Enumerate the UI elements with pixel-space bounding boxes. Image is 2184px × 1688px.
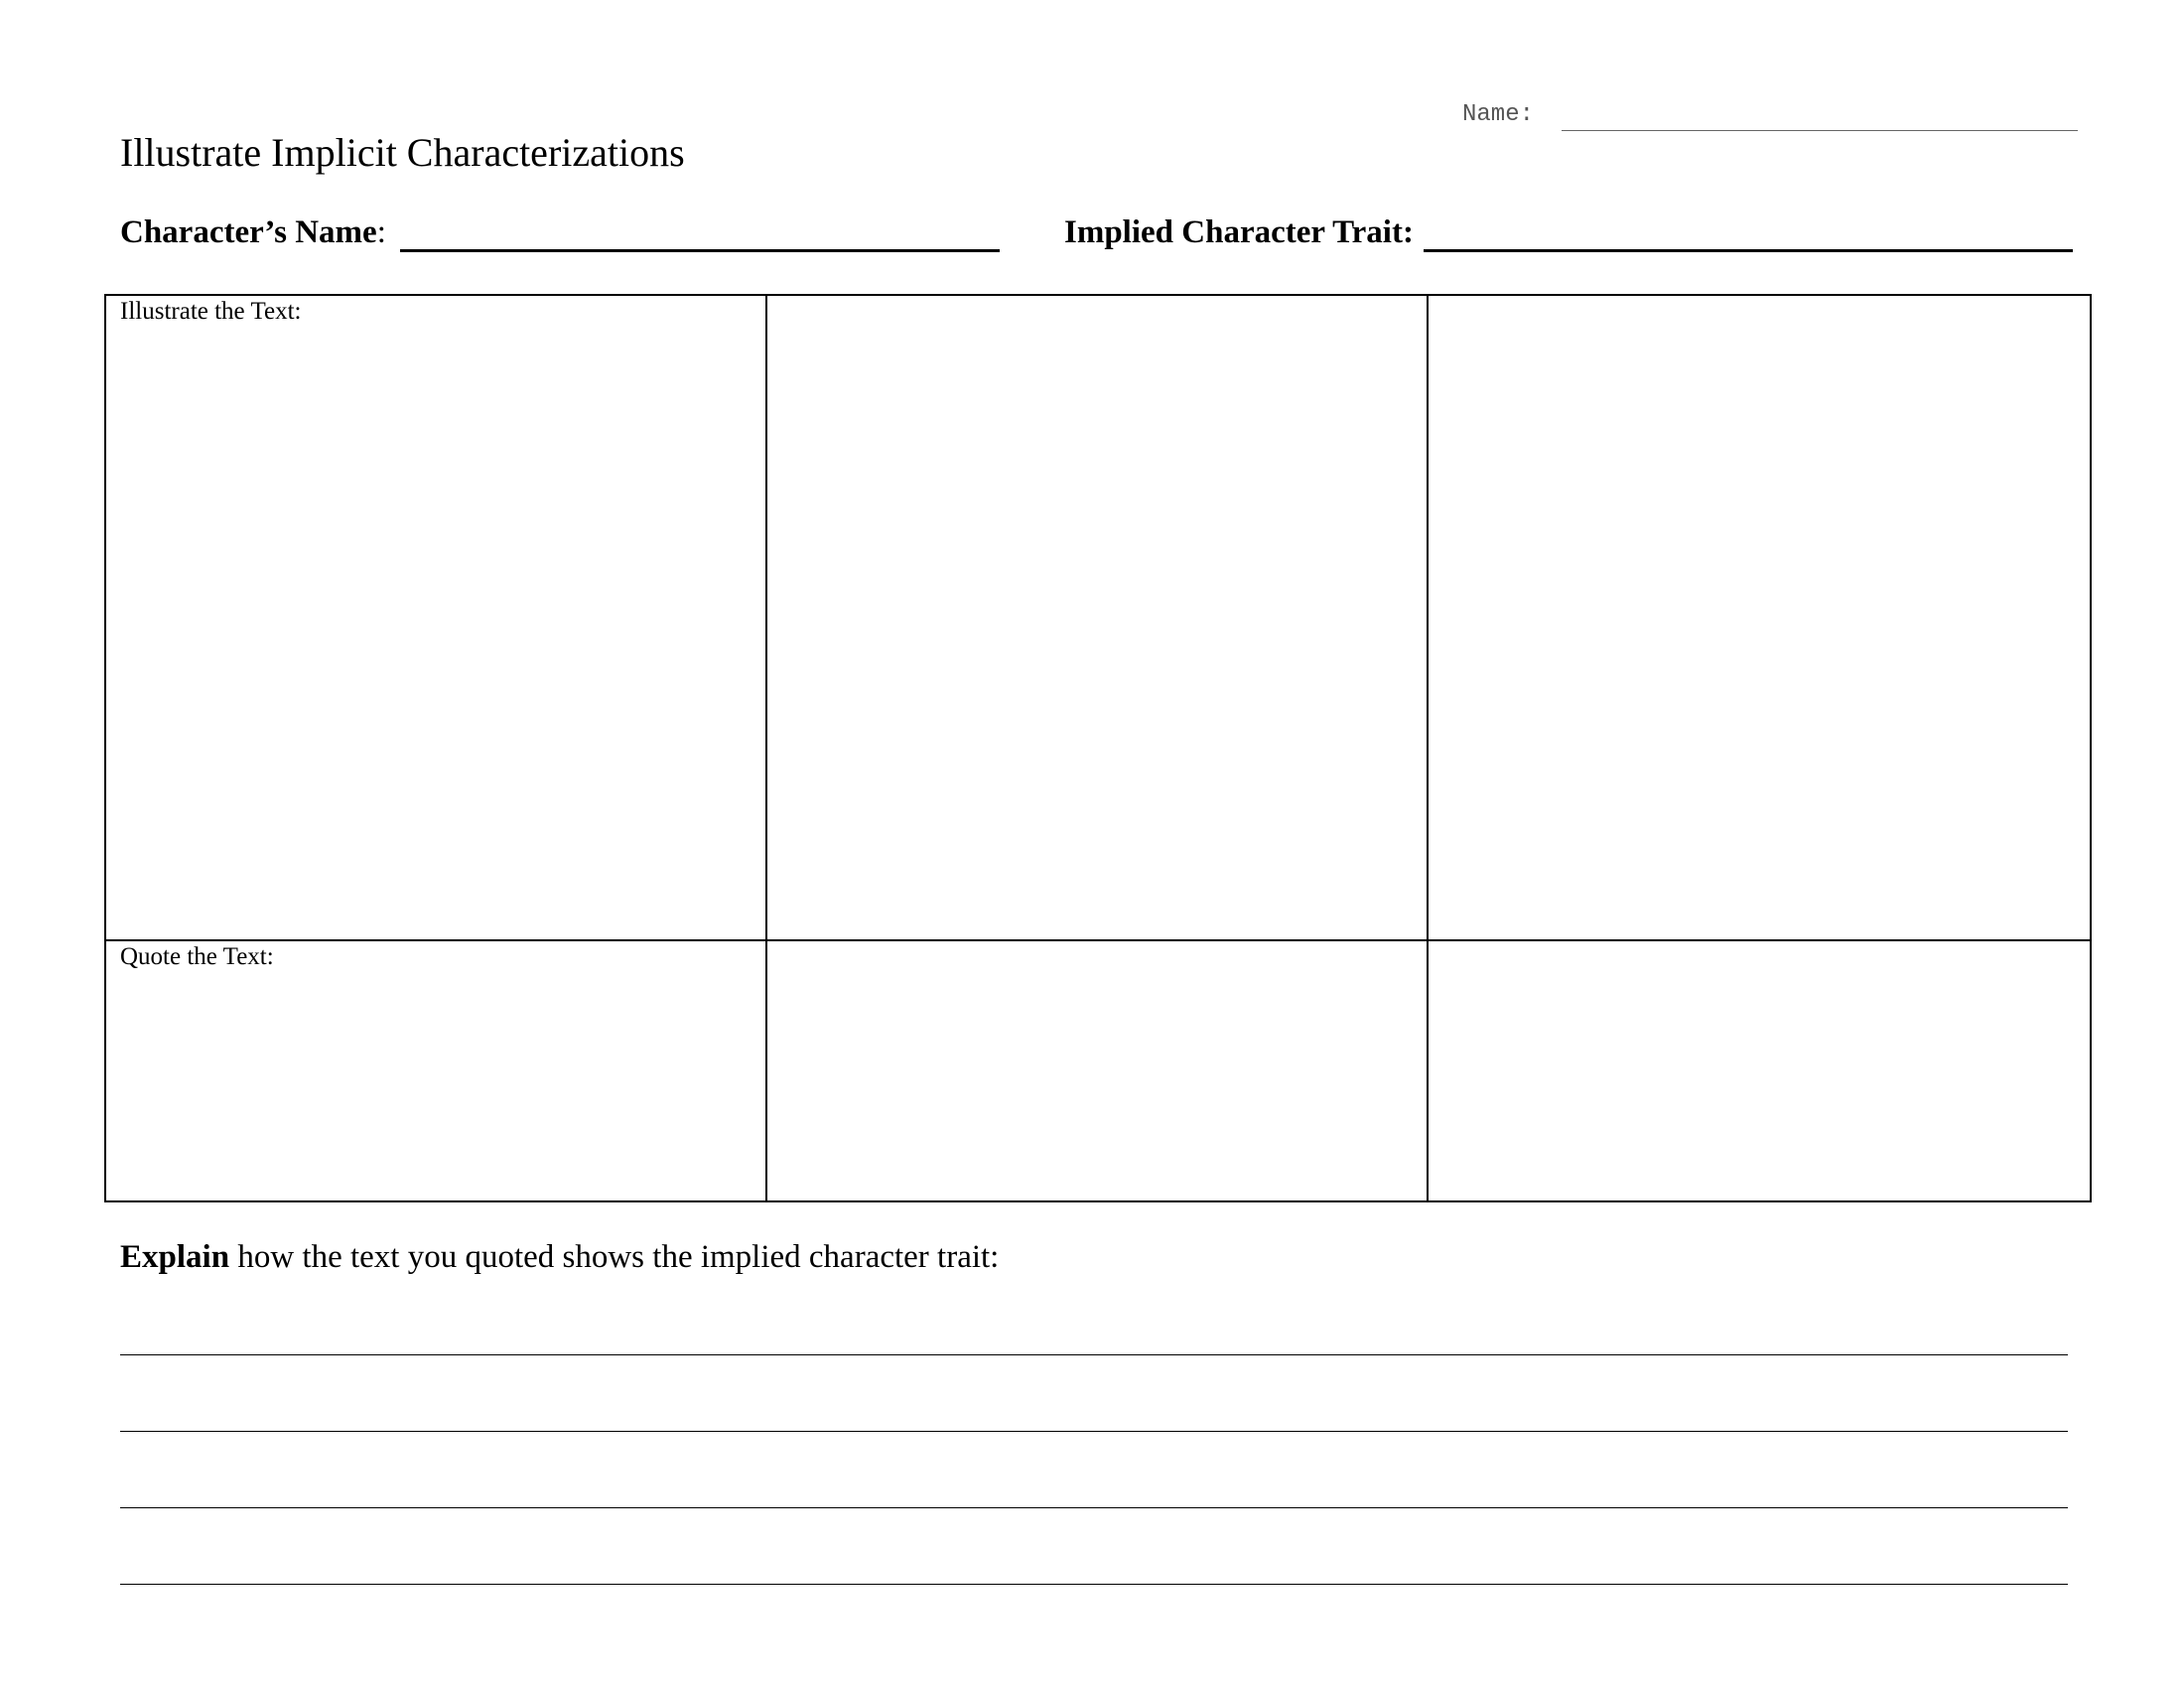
quote-cell-1[interactable]	[106, 941, 767, 1200]
character-name-label	[120, 214, 386, 251]
character-name-label-text: Character’s Name	[120, 214, 377, 250]
illustrate-label: Illustrate the Text:	[120, 298, 302, 325]
explain-prompt	[120, 1239, 999, 1276]
quote-cell-3[interactable]	[1429, 941, 2090, 1200]
answer-line[interactable]	[120, 1354, 2068, 1355]
quote-cell-2[interactable]	[767, 941, 1429, 1200]
character-name-line[interactable]	[400, 249, 1000, 252]
explain-bold: Explain	[120, 1239, 230, 1275]
answer-line[interactable]	[120, 1431, 2068, 1432]
answer-line[interactable]	[120, 1507, 2068, 1508]
page-title: Illustrate Implicit Characterizations	[120, 130, 685, 175]
student-name-label: Name:	[1462, 101, 1535, 128]
illustrate-cell-2[interactable]	[767, 296, 1429, 941]
illustrate-cell-3[interactable]	[1429, 296, 2090, 941]
illustrate-cell-1[interactable]	[106, 296, 767, 941]
implied-trait-line[interactable]	[1424, 249, 2073, 252]
student-name-line[interactable]	[1562, 130, 2078, 131]
quote-label: Quote the Text:	[120, 943, 274, 970]
implied-trait-label: Implied Character Trait:	[1064, 214, 1414, 250]
explain-rest: how the text you quoted shows the implied character trait:	[229, 1239, 1000, 1275]
answer-line[interactable]	[120, 1584, 2068, 1585]
characterization-grid	[104, 294, 2092, 1202]
character-name-colon: :	[376, 214, 386, 250]
